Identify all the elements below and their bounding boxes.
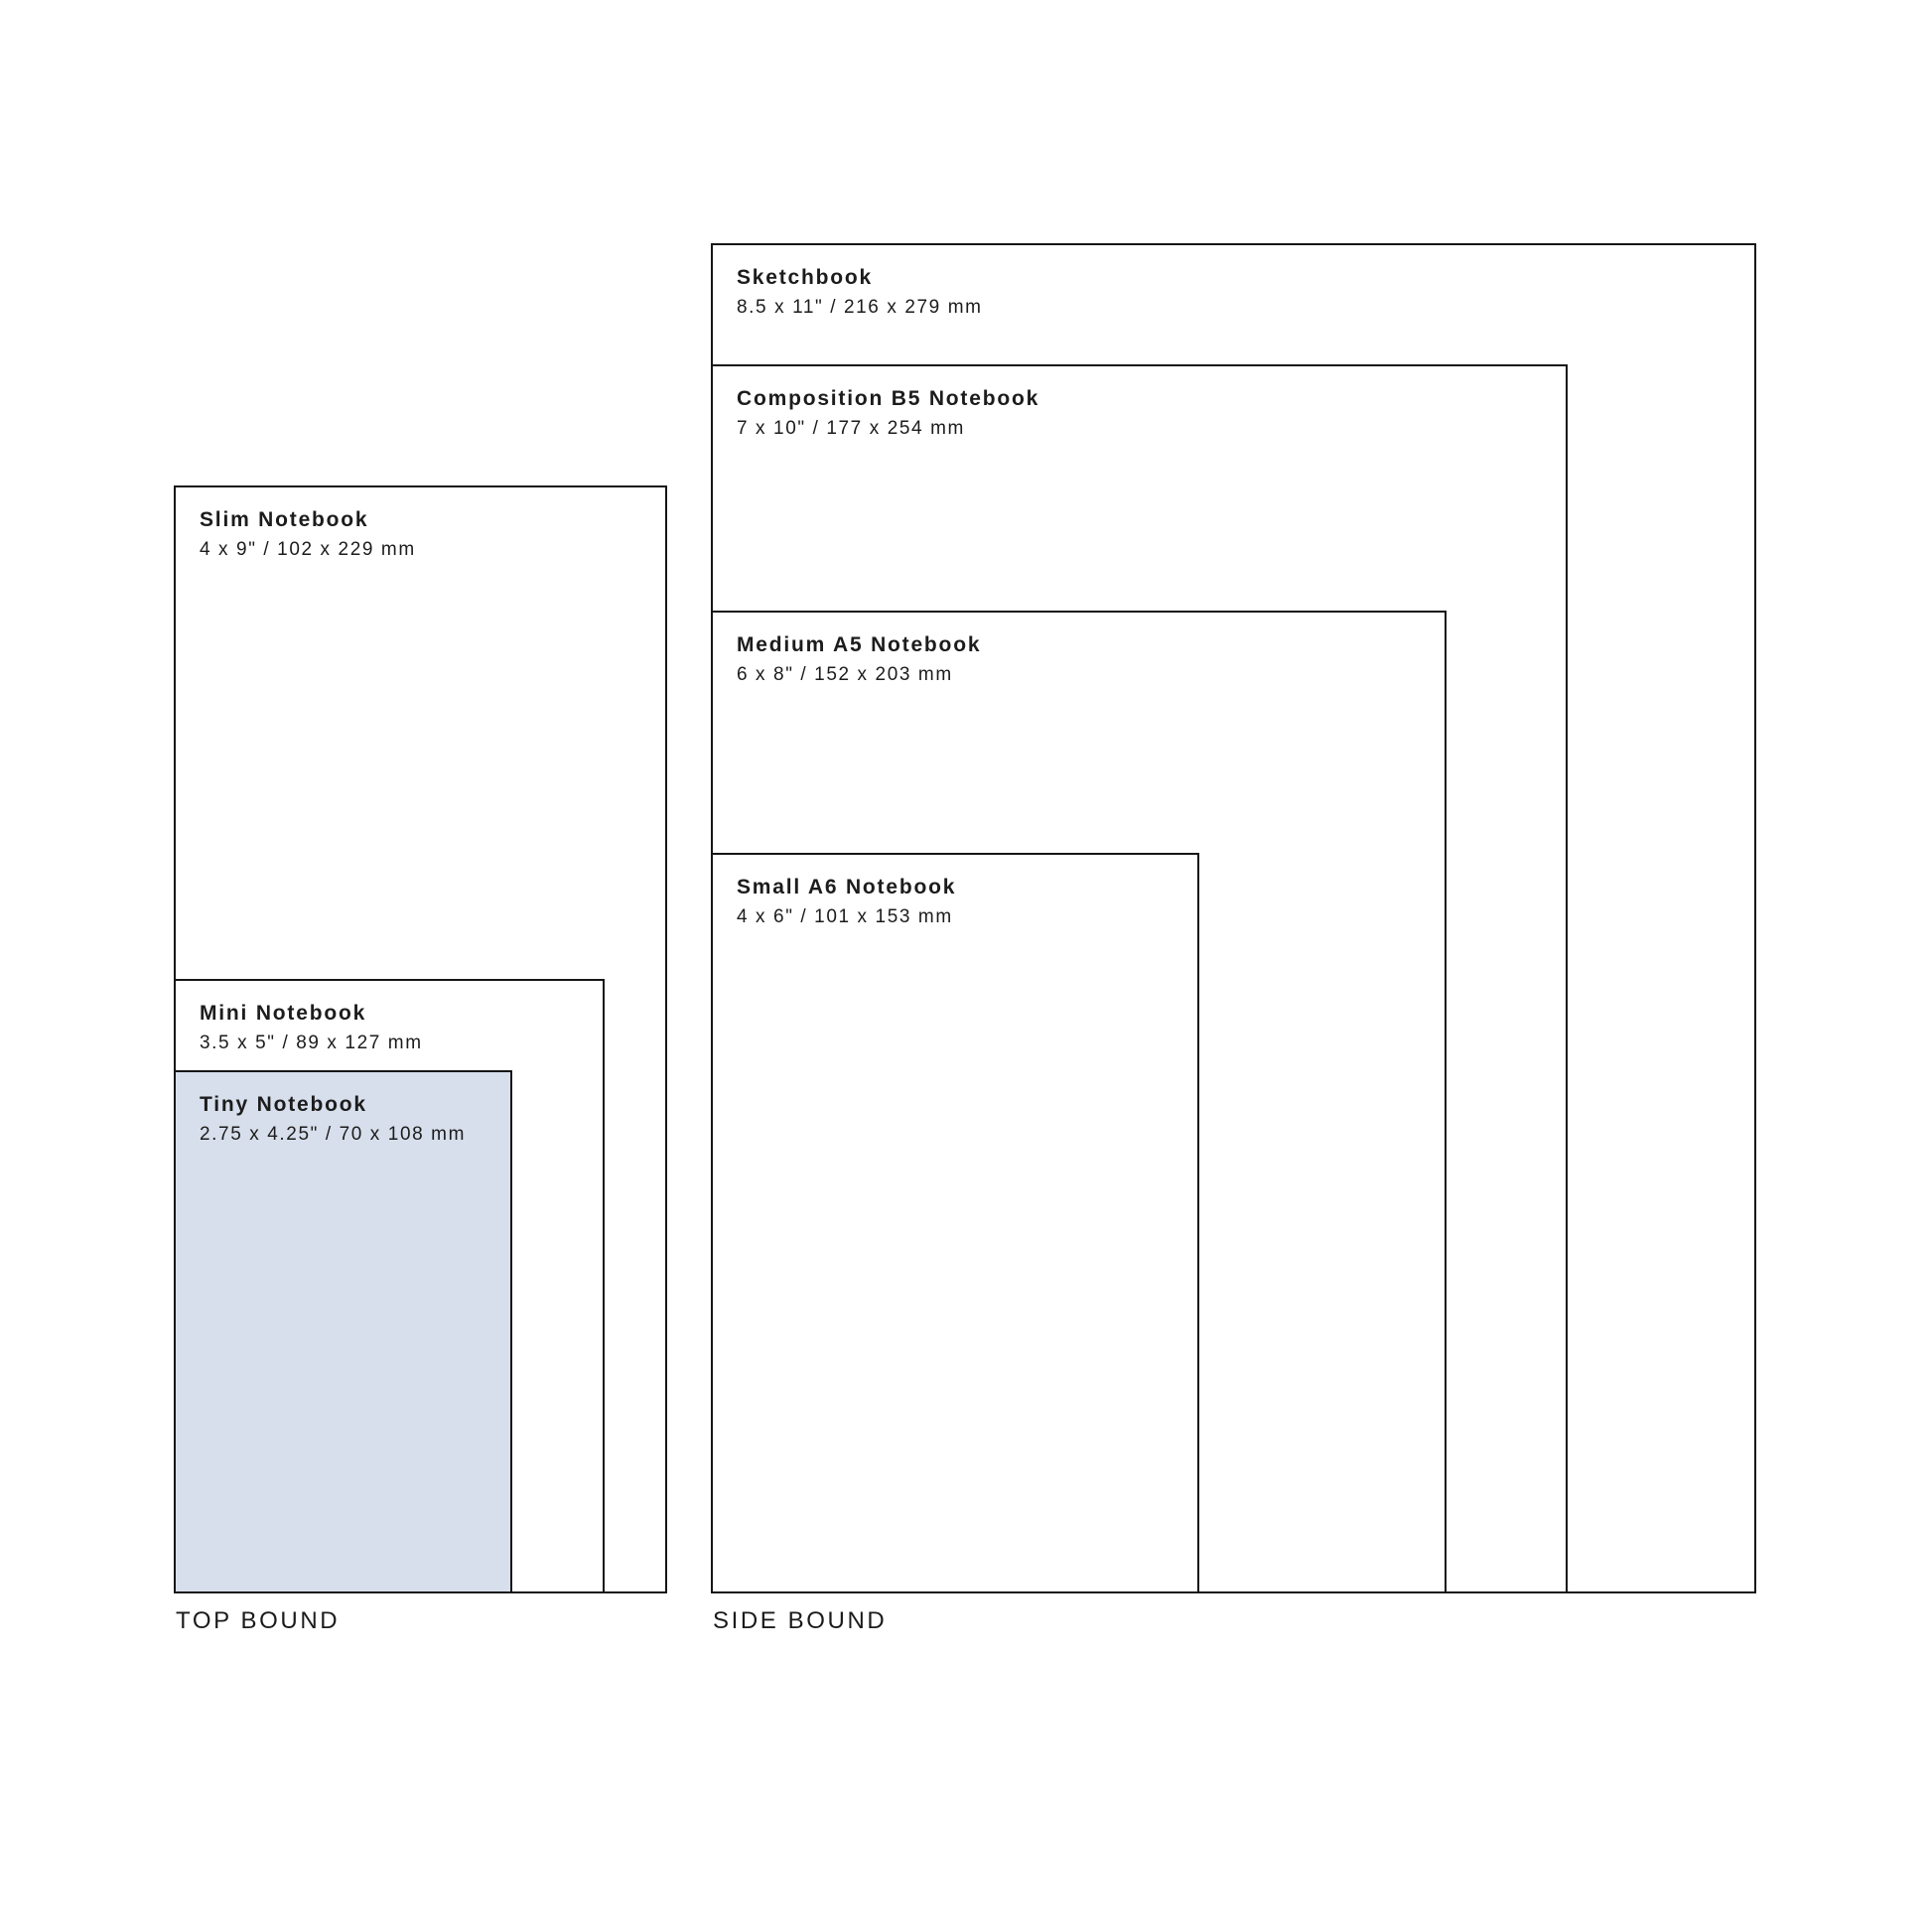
notebook-title: Small A6 Notebook: [737, 876, 957, 898]
notebook-title: Composition B5 Notebook: [737, 387, 1040, 410]
notebook-title: Medium A5 Notebook: [737, 633, 982, 656]
notebook-dims: 2.75 x 4.25" / 70 x 108 mm: [200, 1124, 467, 1146]
notebook-title: Mini Notebook: [200, 1002, 367, 1025]
notebook-dims: 4 x 6" / 101 x 153 mm: [737, 906, 953, 928]
notebook-title: Sketchbook: [737, 266, 874, 289]
notebook-box-tiny: [174, 1070, 512, 1593]
group-label-top-bound: TOP BOUND: [176, 1607, 341, 1634]
notebook-dims: 6 x 8" / 152 x 203 mm: [737, 664, 953, 686]
notebook-dims: 7 x 10" / 177 x 254 mm: [737, 418, 965, 440]
notebook-dims: 3.5 x 5" / 89 x 127 mm: [200, 1033, 423, 1054]
notebook-title: Tiny Notebook: [200, 1093, 367, 1116]
notebook-box-small-a6: [711, 853, 1199, 1593]
notebook-title: Slim Notebook: [200, 508, 369, 531]
group-label-side-bound: SIDE BOUND: [713, 1607, 888, 1634]
notebook-dims: 4 x 9" / 102 x 229 mm: [200, 539, 416, 561]
notebook-dims: 8.5 x 11" / 216 x 279 mm: [737, 297, 983, 319]
